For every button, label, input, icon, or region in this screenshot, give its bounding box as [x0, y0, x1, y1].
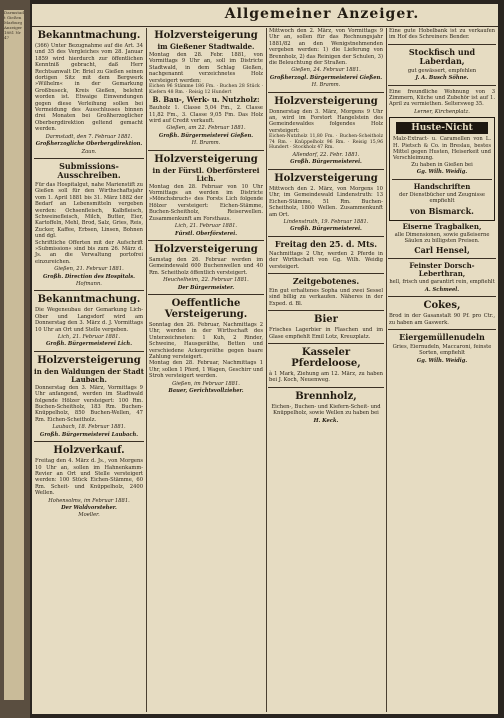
- page-margin: [0, 0, 30, 718]
- notice-signature: J. A. Busch Söhne.: [415, 75, 469, 82]
- subheading: in den Waldungen der Stadt Laubach.: [34, 366, 144, 384]
- notice-signature: Gg. Wilh. Weidig.: [416, 169, 468, 176]
- lot-list: Eichen-Nutzholz 11,80 Fm. · Buchen-Scheitholz 74 Rm. · Knüppelholz 96 Rm. · Reisig 15,96 Hundert · Stockholz 47 Rm.: [269, 134, 383, 151]
- notice-signature: H. Bramm.: [191, 140, 221, 147]
- notice-text: Montag den 28. Febr. 1881, von Vormittags 9 Uhr an, soll im Districte Stadtwald, in dem Schlag Gießen, nachgenannt verzeichnetes Holz versteigert werden:: [149, 52, 263, 84]
- notice-text: Sonntag den 26. Februar, Nachmittags 2 Uhr, werden in der Wirthschaft des Unterzeichneten: 1 Kuh, 2 Rinder, Schweine, Hausgeräthe, Betten und verschiedene Ackergeräthe gegen baare Zahlung versteigert.: [149, 321, 263, 360]
- notice-text: Mittwoch den 2. März, von Morgens 10 Uhr, im Gemeindewald Lindenstruth: 13 Eichen-Stämme, 51 Rm. Buchen-Scheitholz, 1800 Wellen. Zusammenkunft am Ort.: [269, 185, 383, 218]
- notice-date: Laubach, 18. Februar 1881.: [52, 424, 126, 431]
- notice-authority: Großh. Bürgermeisterei Laubach.: [39, 431, 139, 438]
- newspaper-page: [32, 4, 498, 714]
- notice-text: Montag den 28. Februar von 10 Uhr Vormittags an werden im Districte »Mönchsbruch« des Forsts Lich folgende Hölzer versteigert: Eichen-Stämme, Buchen-Scheitholz, Reiserwellen. Zusammenkunft am Forsthaus.: [149, 183, 263, 222]
- notice-date: Gießen, 21. Februar 1881.: [54, 266, 124, 273]
- separator: [268, 310, 384, 311]
- separator: [34, 290, 144, 291]
- heading: Kasseler Pferdeloose,: [291, 346, 361, 369]
- heading: Holzversteigerung: [154, 153, 258, 165]
- notice-date: Lich, 21. Februar 1881.: [174, 223, 238, 230]
- notice-text: Eine freundliche Wohnung von 3 Zimmern, Küche und Zubehör ist auf 1. April zu vermiethen. Seltersweg 35.: [389, 88, 495, 108]
- notice-text: Freitag den 4. März d. Js., von Morgens 10 Uhr an, sollen im Hahnenkamm-Revier an Ort und Stelle versteigert werden: 100 Stück Eichen-Stämme, 60 Rm. Scheit- und Knüppelholz, 2400 Wellen.: [35, 458, 143, 497]
- heading: Bekanntmachung.: [37, 30, 141, 41]
- column-2: [148, 28, 264, 712]
- notice-text: (366) Unter Bezugnahme auf die Art. 34 und 35 des Vergleiches vom 28. Januar 1859 wird hierdurch zur öffentlichen Kenntniß gebracht, daß Herr Rechtsanwalt Dr. Briel zu Gießen seinen dortigen Sitz mit dem Bergwerk »Wilhelm« in der Gemarkung Großbuseck, Kreis Gießen, belehnt worden ist. Etwaige Einwendungen gegen diese Verleihung sollen bei Vermeidung des Ausschlusses binnen drei Monaten bei Großherzoglicher Oberbergdirektion geltend gemacht werden.: [35, 43, 143, 133]
- notice-signature: H. Bramm.: [311, 82, 341, 89]
- notice-signature: Lerner, Kirchenplatz.: [414, 108, 470, 115]
- notice-text: alle Dimensionen, sowie gußeiserne Säulen zu billigsten Preisen.: [394, 231, 490, 244]
- notice-text: Für das Hospitalgut, nahe Marienstift zu Gießen soll für den Wirthschaftsjahr vom 1. April 1881 bis 31. März 1882 der Bedarf an Lebensmitteln vergeben werden: Ochsenfleisch, Kalbfleisch, Schweinefleisch, Milch, Butter, Eier, Kartoffeln, Mehl, Brod, Salz, Gries, Reis, Zucker, Kaffee, Erbsen, Linsen, Bohnen und dgl.: [35, 181, 143, 240]
- notice-authority: Großh. Bürgermeisterei.: [290, 226, 362, 233]
- column-3: [268, 28, 384, 712]
- heading: Bier: [314, 314, 338, 326]
- notice-text: Bauholz 1. Classe 5,04 Fm., 2. Classe 11,82 Fm., 3. Classe 9,05 Fm. Das Holz wird auf Credit verkauft.: [149, 105, 263, 125]
- notice-text: Brod in der Gasanstalt 90 Pf. pro Ctr., zu haben am Gaswerk.: [389, 313, 495, 326]
- notice-signature: A. Schmeel.: [424, 286, 460, 293]
- column-4: [388, 28, 496, 712]
- separator: [388, 258, 496, 259]
- separator: [268, 169, 384, 170]
- subheading: B. Bau-, Werk- u. Nutzholz:: [152, 95, 260, 105]
- heading: Handschriften: [413, 181, 471, 191]
- column-rule: [266, 28, 267, 712]
- notice-signature: Der Bürgermeister.: [177, 284, 235, 291]
- notice-authority: Großherzogl. Bürgermeisterei Gießen.: [269, 74, 383, 81]
- separator: [148, 150, 264, 151]
- notice-authority: Der Waldvorsteher.: [61, 504, 117, 511]
- heading: Cokes,: [423, 300, 461, 312]
- separator: [388, 44, 496, 45]
- margin-text: Darmstadt Gießen Marburg Anzeiger 1881 Nr 47: [4, 10, 24, 700]
- notice-date: Lich, 21. Februar 1881.: [57, 334, 121, 341]
- heading: Zeitgebotenes.: [292, 275, 360, 286]
- subheading: in der Fürstl. Oberförsterei Lich.: [152, 165, 260, 183]
- separator: [34, 158, 144, 159]
- notice-date: Hohensolms, im Februar 1881.: [48, 497, 130, 504]
- notice-authority: Fürstl. Oberförsterei.: [174, 230, 238, 237]
- notice-text: Eichen-, Buchen- und Kiefern-Scheit- und Knüppelholz, sowie Wellen zu haben bei: [271, 403, 381, 417]
- subheading: im Gießener Stadtwalde.: [157, 42, 255, 51]
- notice-text: hell, frisch und garantirt rein, empfiehlt: [389, 279, 495, 286]
- heading: Holzverkauf.: [53, 445, 125, 457]
- separator: [268, 273, 384, 274]
- notice-text: Zu haben in Gießen bei: [411, 161, 473, 168]
- separator: [268, 236, 384, 237]
- column-rule: [386, 28, 387, 712]
- heading: Holzversteigerung: [154, 30, 258, 41]
- separator: [388, 329, 496, 330]
- notice-authority: Großh. Bürgermeisterei Lich.: [45, 341, 133, 348]
- notice-authority: Großh. Bürgermeisterei Gießen.: [158, 132, 254, 139]
- notice-signature: Gg. Wilh. Weidig.: [416, 357, 468, 364]
- notice-signature: Moeller.: [78, 512, 100, 519]
- heading: Holzversteigerung: [37, 354, 141, 366]
- notice-date: Gießen, am 22. Februar 1881.: [166, 125, 246, 132]
- separator: [268, 92, 384, 93]
- separator: [148, 240, 264, 241]
- notice-text: gut gewässert, empfehlen: [407, 67, 477, 74]
- notice-signature: Carl Hensel,: [414, 245, 470, 256]
- heading: Feinster Dorsch-Leberthran,: [409, 261, 475, 279]
- heading: Holzversteigerung: [274, 172, 378, 184]
- notice-text: Schriftliche Offerten mit der Aufschrift »Submission« sind bis zum 26. März d. Js. an die Verwaltung portofrei einzureichen.: [35, 239, 143, 265]
- notice-signature: H. Keck.: [313, 417, 339, 424]
- advert-box: [389, 117, 495, 220]
- masthead: Allgemeiner Anzeiger.: [224, 6, 420, 22]
- notice-text: Gries, Eiernudeln, Maccaroni, feinste Sorten, empfiehlt: [392, 343, 492, 357]
- heading: Bekanntmachung.: [37, 294, 141, 306]
- notice-signature: Hofmann.: [76, 281, 102, 287]
- notice-text: Eine gute Hobelbank ist zu verkaufen im Hof des Schreiners Bender.: [389, 28, 495, 41]
- notice-date: Darmstadt, den 7. Februar 1881.: [45, 133, 133, 140]
- separator: [268, 387, 384, 388]
- notice-date: Allendorf, 22. Febr. 1881.: [292, 152, 360, 159]
- notice-text: Donnerstag den 3. März, Vormittags 9 Uhr anfangend, werden im Stadtwald folgende Hölzer versteigert: 100 Rm. Buchen-Scheitholz, 183 Rm. Buchen-Knüppelholz, 850 Buchen-Wellen, 47 Rm. Eichen-Scheitholz.: [35, 384, 143, 423]
- notice-text: Malz-Extract- u. Caramellen von L. H. Pietsch & Co. in Breslau, bestes Mittel gegen Husten, Heiserkeit und Verschleimung.: [393, 136, 491, 162]
- notice-signature: von Bismarck.: [410, 205, 474, 216]
- separator: [268, 343, 384, 344]
- notice-text: Ein gut erhaltenes Sopha und zwei Sessel sind billig zu verkaufen. Näheres in der Exped. d. Bl.: [269, 287, 383, 307]
- lot-list: Eichen 96 Stämme 186 Fm. · Buchen 28 Stück · Kiefern 48 Rm. · Reisig 12 Hundert: [149, 84, 263, 95]
- notice-text: Montag den 28. Februar, Nachmittags 1 Uhr, sollen 1 Pferd, 1 Wagen, Geschirr und Stroh versteigert werden.: [149, 360, 263, 380]
- advert-title: Huste-Nicht: [396, 122, 488, 134]
- notice-signature: Zaun.: [81, 148, 97, 155]
- separator: [392, 179, 492, 180]
- notice-text: Nachmittags 2 Uhr, werden 2 Pferde in der Wirthschaft von Gg. Wilh. Weidig versteigert.: [269, 250, 383, 270]
- heading: Eiergemüllenudeln: [399, 331, 485, 342]
- heading: Eiserne Tragbalken,: [402, 221, 482, 231]
- separator: [148, 294, 264, 295]
- column-1: [34, 28, 144, 712]
- heading: Oeffentliche Versteigerung.: [164, 297, 248, 320]
- notice-authority: Großh. Direction des Hospitals.: [42, 273, 135, 280]
- notice-authority: Bauer, Gerichtsvollzieher.: [168, 388, 244, 394]
- notice-date: Lindenstruth, 19. Februar 1881.: [283, 218, 369, 225]
- heading: Brennholz,: [295, 390, 357, 402]
- separator: [34, 351, 144, 352]
- notice-text: Mittwoch den 2. März, von Vormittags 9 Uhr an, sollen für das Rechnungsjahr 1881/82 an den Wenigstnehmenden vergeben werden: 1) die Lieferung von Brennholz, 2) das Reinigen der Schulen, 3) die Beleuchtung der Straßen.: [269, 28, 383, 67]
- notice-text: Donnerstag den 3. März, Morgens 9 Uhr an, wird im Forstort Hangelstein des Gemeindewaldes folgendes Holz versteigert:: [269, 108, 383, 134]
- notice-date: Gießen, im Februar 1881.: [172, 380, 240, 387]
- separator: [388, 296, 496, 297]
- notice-authority: Großh. Bürgermeisterei.: [290, 159, 362, 166]
- notice-text: Die Wegeneubau der Gemarkung Lich-Ober und Langsdorf wird am Donnerstag den 3. März d. J. Vormittags 10 Uhr an Ort und Stelle vergeben.: [35, 307, 143, 333]
- notice-text: Samstag den 26. Februar werden im Gemeindewald 600 Buchenwellen und 40 Rm. Scheitholz öffentlich versteigert.: [149, 256, 263, 276]
- notice-text: Frisches Lagerbier in Flaschen und im Glase empfiehlt Emil Lotz, Kreuzplatz.: [269, 327, 383, 340]
- heading: Stockfisch und Laberdan,: [408, 46, 476, 66]
- separator: [388, 85, 496, 86]
- notice-date: Gießen, 24. Februar 1881.: [291, 67, 361, 74]
- heading: Holzversteigerung: [154, 243, 258, 255]
- notice-date: Heuchelheim, 22. Februar 1881.: [163, 277, 249, 284]
- notice-text: der Dienstbücher und Zeugnisse empfiehlt: [399, 191, 485, 205]
- heading: Freitag den 25. d. Mts.: [274, 238, 378, 249]
- masthead-rule: [32, 26, 498, 27]
- heading: Holzversteigerung: [274, 95, 378, 107]
- separator: [34, 441, 144, 442]
- heading: Submissions-Ausschreiben.: [57, 160, 121, 180]
- notice-text: à 1 Mark, Ziehung am 12. März, zu haben bei J. Koch, Neuenweg.: [269, 370, 383, 384]
- notice-authority: Großherzogliche Oberbergdirektion.: [35, 141, 143, 148]
- column-rule: [146, 28, 147, 712]
